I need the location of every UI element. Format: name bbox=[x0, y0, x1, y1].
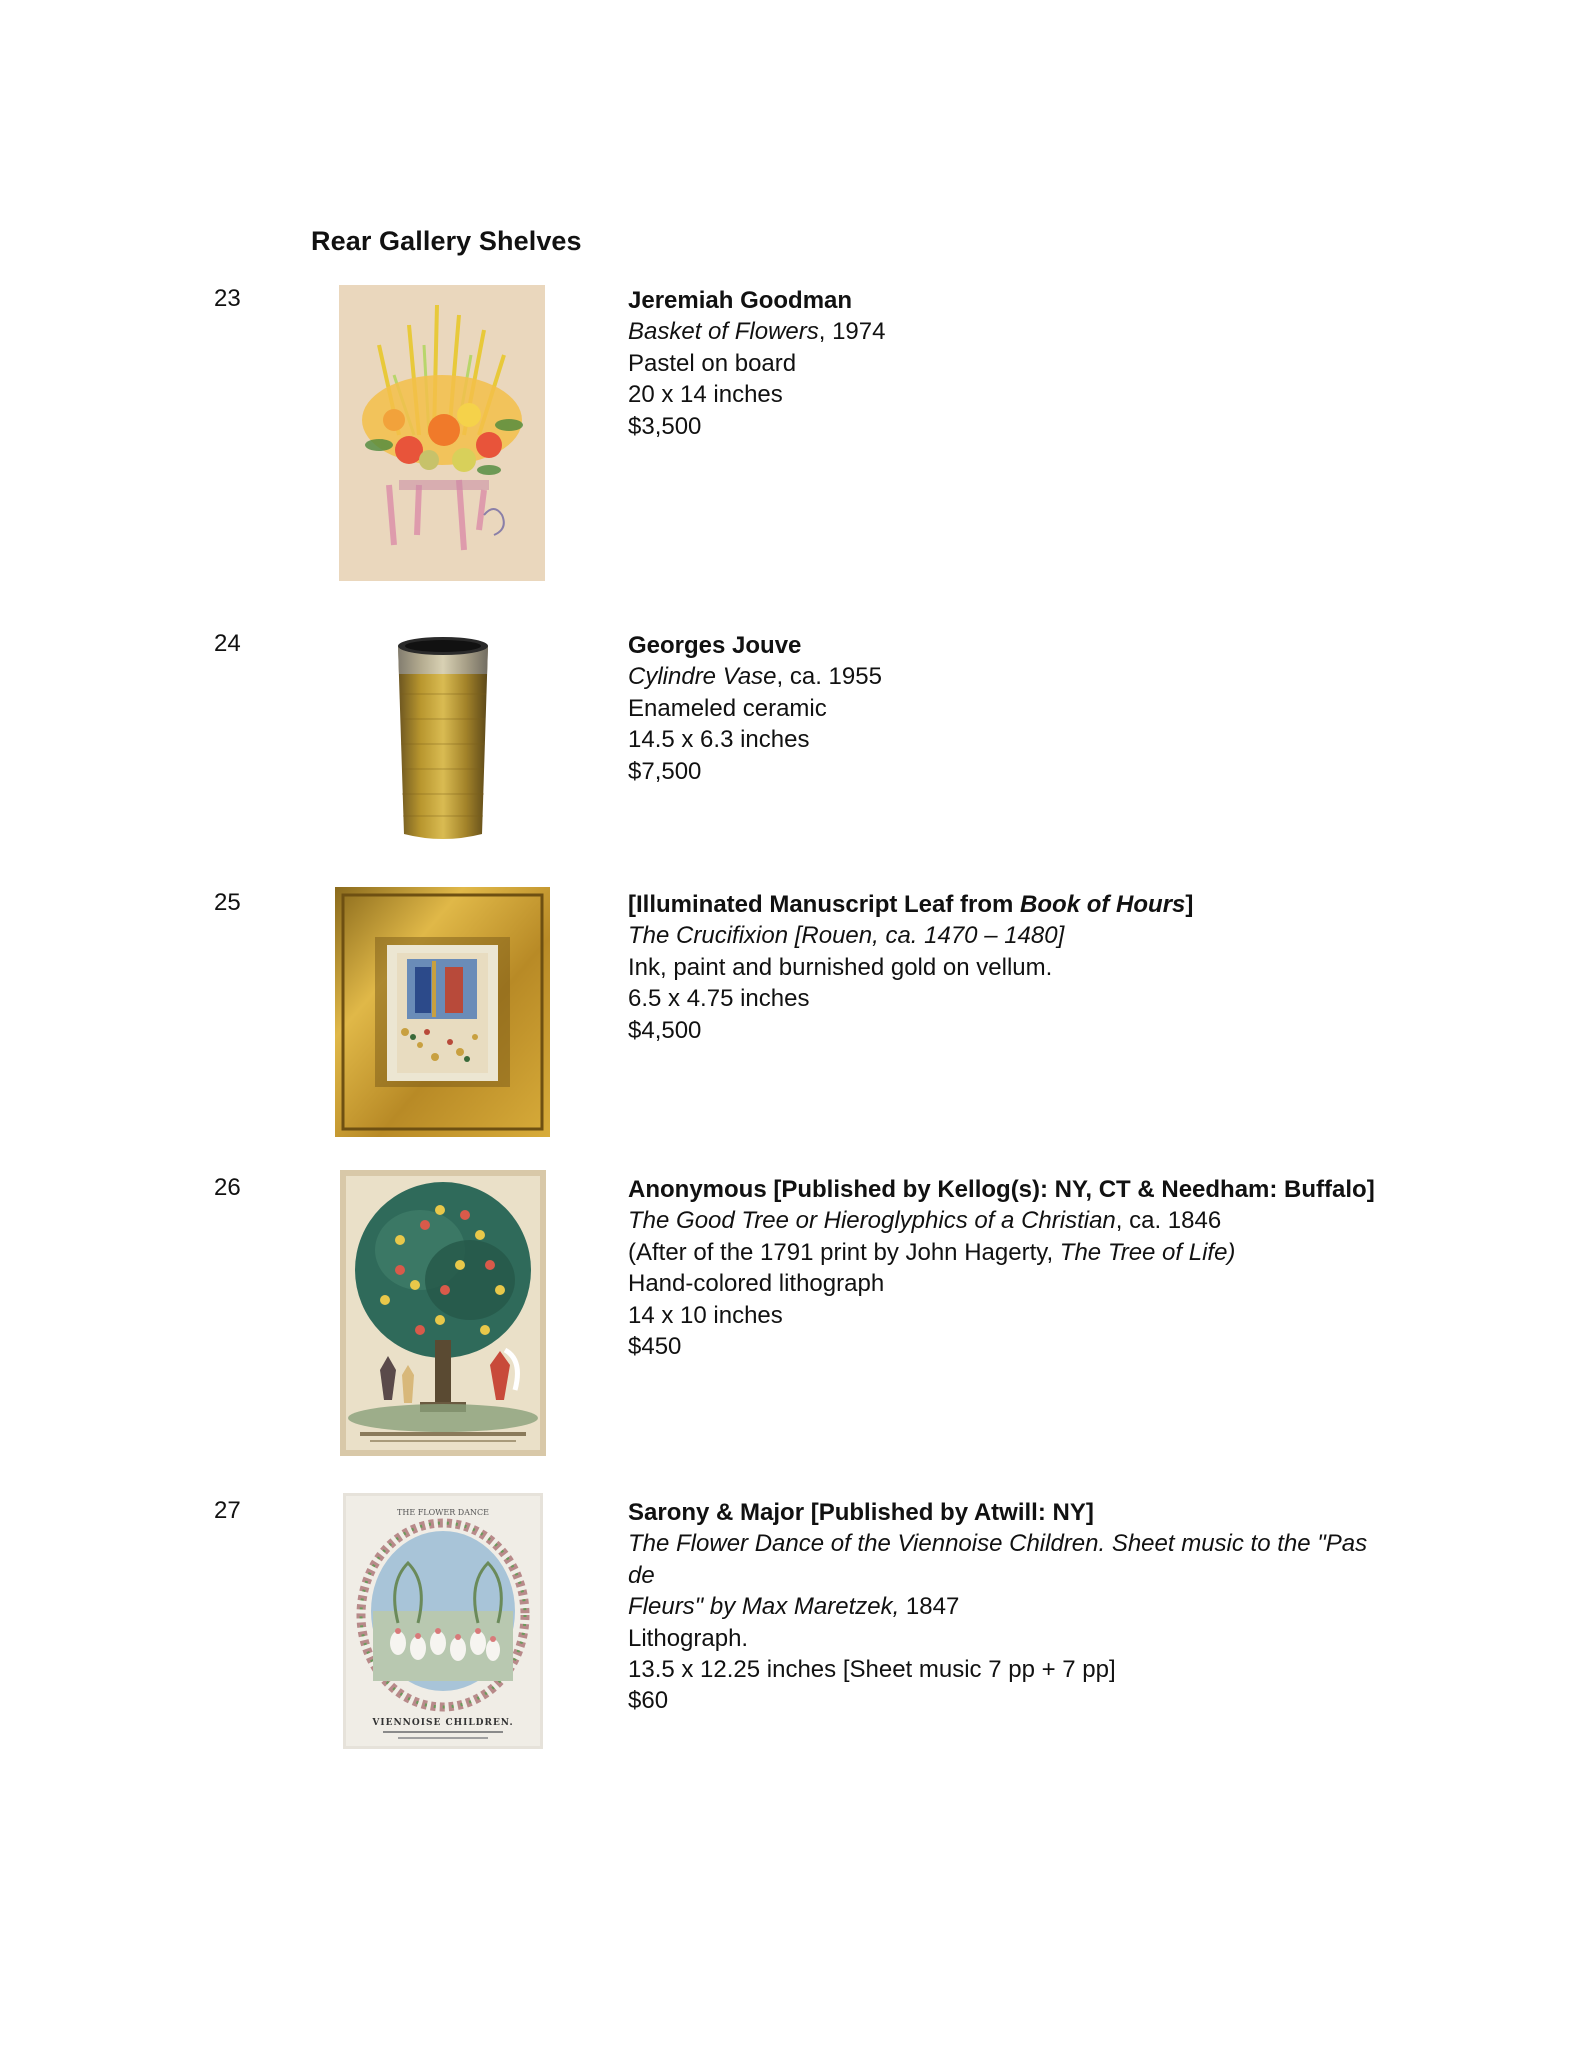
artwork-date: , ca. 1955 bbox=[776, 663, 882, 691]
entry-details bbox=[628, 1174, 1388, 1362]
artwork-image-basket-of-flowers bbox=[339, 285, 545, 581]
artwork-note bbox=[628, 1237, 1388, 1268]
sheet-music-footer: VIENNOISE CHILDREN. bbox=[372, 1718, 514, 1728]
sheet-music-header: THE FLOWER DANCE bbox=[397, 1508, 489, 1517]
artwork-medium: Enameled ceramic bbox=[628, 694, 827, 722]
artist-name: Sarony & Major [Published by Atwill: NY] bbox=[628, 1499, 1094, 1526]
artwork-dimensions: 14 x 10 inches bbox=[628, 1301, 783, 1329]
lot-number: 27 bbox=[214, 1497, 241, 1524]
entry-details bbox=[628, 630, 1388, 787]
artwork-medium: Ink, paint and burnished gold on vellum. bbox=[628, 953, 1053, 981]
lot-number: 25 bbox=[214, 889, 241, 916]
artwork-title-line bbox=[628, 661, 1388, 692]
artwork-dimensions: 20 x 14 inches bbox=[628, 381, 783, 409]
artwork-price: $7,500 bbox=[628, 757, 702, 785]
artist-prefix: [Illuminated Manuscript Leaf from bbox=[628, 891, 1021, 918]
artist-book-title: Book of Hours bbox=[1020, 891, 1186, 918]
artwork-date: , ca. 1846 bbox=[1115, 1207, 1222, 1235]
artwork-price: $4,500 bbox=[628, 1016, 702, 1044]
artwork-image-illuminated-manuscript bbox=[335, 887, 550, 1137]
artwork-image-cylindre-vase bbox=[394, 634, 492, 842]
artwork-price: $3,500 bbox=[628, 412, 702, 440]
artwork-dimensions: 13.5 x 12.25 inches [Sheet music 7 pp + 7 pp] bbox=[628, 1656, 1116, 1684]
artwork-title-line bbox=[628, 1205, 1388, 1236]
artwork-date: , 1974 bbox=[818, 318, 886, 346]
artwork-title-end: Fleurs" by Max Maretzek, bbox=[628, 1593, 900, 1621]
artwork-dimensions: 14.5 x 6.3 inches bbox=[628, 726, 810, 754]
artwork-price: $60 bbox=[628, 1687, 669, 1715]
artist-name bbox=[628, 889, 1388, 920]
artwork-title-continued bbox=[628, 1591, 1388, 1622]
entry-details bbox=[628, 1497, 1388, 1717]
artwork-price: $450 bbox=[628, 1333, 682, 1361]
artist-name: Jeremiah Goodman bbox=[628, 287, 853, 314]
artist-name: Anonymous [Published by Kellog(s): NY, CT & Needham: Buffalo] bbox=[628, 1176, 1375, 1203]
artwork-image-flower-dance bbox=[343, 1493, 543, 1749]
artist-name: Georges Jouve bbox=[628, 632, 802, 659]
lot-number: 26 bbox=[214, 1174, 241, 1201]
artwork-title: The Crucifixion [Rouen, ca. 1470 – 1480] bbox=[628, 922, 1065, 950]
entry-details bbox=[628, 889, 1388, 1046]
artwork-title: The Flower Dance of the Viennoise Children. Sheet music to the "Pas de bbox=[628, 1530, 1368, 1589]
page-title: Rear Gallery Shelves bbox=[311, 226, 582, 256]
artwork-title: The Good Tree or Hieroglyphics of a Christian bbox=[628, 1207, 1116, 1235]
note-reference-title: The Tree of Life) bbox=[1059, 1238, 1236, 1266]
lot-number: 23 bbox=[214, 285, 241, 312]
artwork-medium: Pastel on board bbox=[628, 349, 797, 377]
artwork-medium: Lithograph. bbox=[628, 1624, 749, 1652]
artwork-dimensions: 6.5 x 4.75 inches bbox=[628, 985, 810, 1013]
artwork-image-good-tree bbox=[340, 1170, 546, 1456]
artwork-title-line bbox=[628, 316, 1388, 347]
lot-number: 24 bbox=[214, 630, 241, 657]
artwork-date: 1847 bbox=[899, 1593, 960, 1621]
artwork-title: Cylindre Vase bbox=[628, 663, 777, 691]
entry-details bbox=[628, 285, 1388, 442]
artwork-title: Basket of Flowers bbox=[628, 318, 819, 346]
artwork-medium: Hand-colored lithograph bbox=[628, 1270, 885, 1298]
artist-suffix: ] bbox=[1185, 891, 1194, 918]
note-text: (After of the 1791 print by John Hagerty, bbox=[628, 1238, 1060, 1266]
